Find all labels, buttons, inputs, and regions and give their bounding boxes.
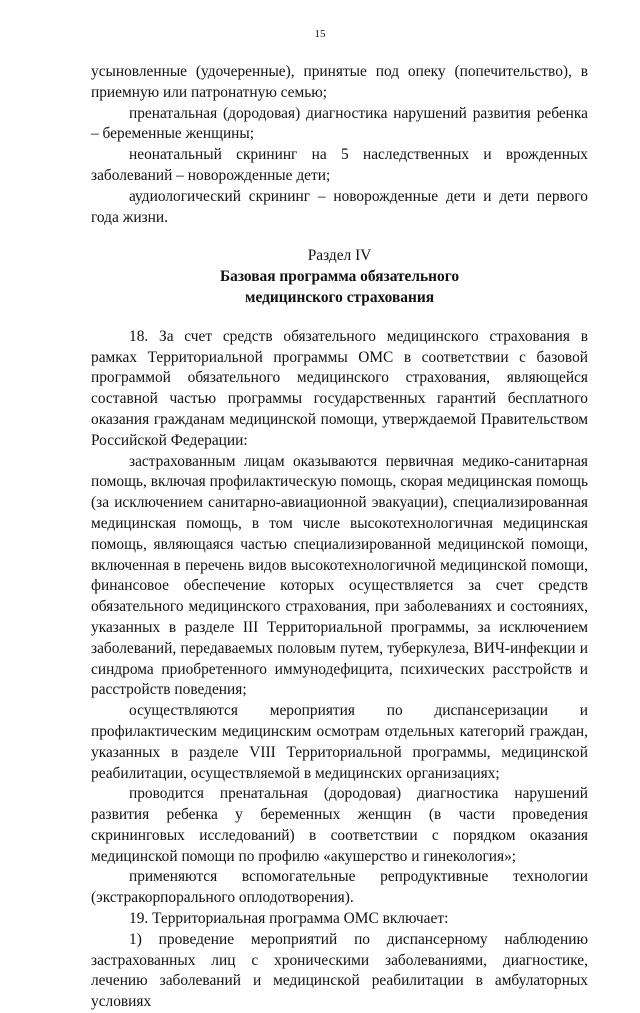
paragraph: 1) проведение мероприятий по диспансерному наблюдению застрахованных лиц с хроническими заболеваниями, диагностике, лечению заболеваний и медицинской реабилитации в амбулаторных условиях xyxy=(91,930,588,1011)
section-heading xyxy=(91,246,588,308)
paragraph: неонатальный скрининг на 5 наследственных и врожденных заболеваний – новорожденные дети; xyxy=(91,146,588,184)
paragraph: проводится пренатальная (дородовая) диагностика нарушений развития ребенка у беременных женщин (в части проведения скрининговых исследований) в соответствии с порядком оказания медицинской помощи по профилю «акушерство и гинекология»; xyxy=(91,785,588,865)
section-title-line-2: медицинского страхования xyxy=(244,288,435,306)
paragraph: 19. Территориальная программа ОМС включает: xyxy=(129,910,449,928)
paragraph: применяются вспомогательные репродуктивные технологии (экстракорпорального оплодотворения). xyxy=(91,868,588,907)
section-title-line-1: Базовая программа обязательного xyxy=(219,268,460,286)
paragraph: 18. За счет средств обязательного медицинского страхования в рамках Территориальной программы ОМС в соответствии с базовой программой обязательного медицинского страхования, являющейся составной частью программы государственных гарантий бесплатного оказания гражданам медицинской помощи, утверждаемой Правительством Российской Федерации: xyxy=(91,327,588,449)
paragraph: застрахованным лицам оказываются первичная медико-санитарная помощь, включая профилактическую помощь, скорая медицинская помощь (за исключением санитарно-авиационной эвакуации), специализированная медицинская помощь, в том числе высокотехнологичная медицинская помощь, являющаяся частью специализированной медицинской помощи, включенная в перечень видов высокотехнологичной медицинской помощи, финансовое обеспечение которых осуществляется за счет средств обязательного медицинского страхования, при заболеваниях и состояниях, указанных в разделе III Территориальной программы, за исключением заболеваний, передаваемых половым путем, туберкулеза, ВИЧ-инфекции и синдрома приобретенного иммунодефицита, психических расстройств и расстройств поведения; xyxy=(91,452,588,699)
page-content xyxy=(91,62,588,1013)
page-number: 15 xyxy=(314,28,326,40)
paragraph: осуществляются мероприятия по диспансеризации и профилактическим медицинским осмотрам отдельных категорий граждан, указанных в разделе VIII Территориальной программы, медицинской реабилитации, осуществляемой в медицинских организациях; xyxy=(91,702,588,782)
paragraph: усыновленные (удочеренные), принятые под опеку (попечительство), в приемную или патронатную семью; xyxy=(91,63,588,101)
paragraph: пренатальная (дородовая) диагностика нарушений развития ребенка – беременные женщины; xyxy=(91,104,588,143)
section-number: Раздел IV xyxy=(307,247,372,265)
paragraph: аудиологический скрининг – новорожденные дети и дети первого года жизни. xyxy=(91,187,588,226)
